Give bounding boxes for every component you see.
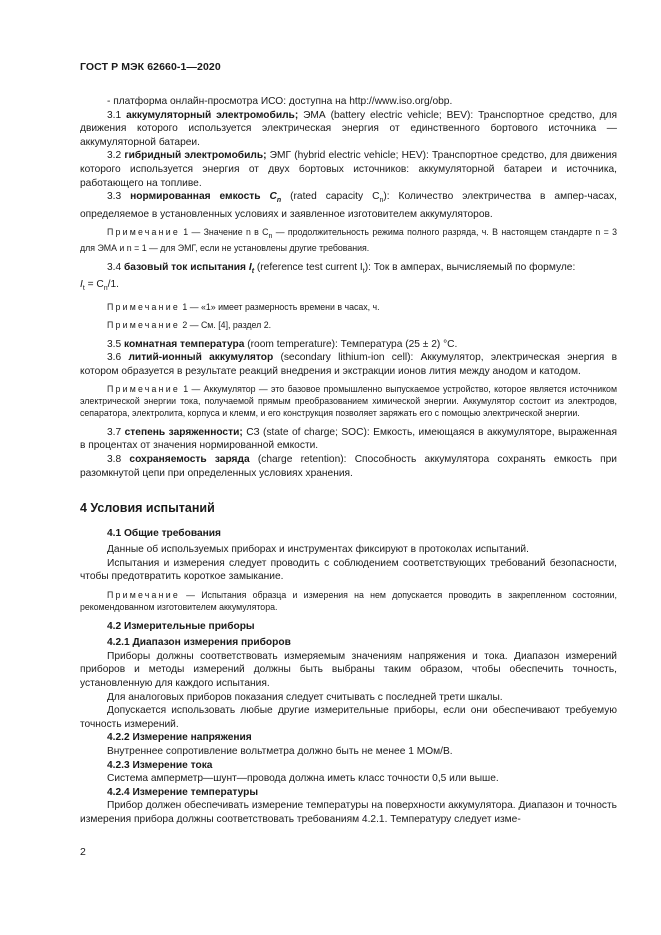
subsection-4-2-4-heading: 4.2.4 Измерение температуры [107, 786, 259, 798]
paragraph-4-1-a: Данные об используемых приборах и инструментах фиксируют в протоколах испытаний. [107, 544, 529, 556]
definition-3-2: 3.2 гибридный электромобиль; ЭМГ (hybrid electric vehicle; HEV): Транспортное средство, для движения которого используется энергия от двух бортовых источников: аккумуляторной батареи и источника, работающего на топливе. [80, 150, 617, 189]
subsection-4-2-heading: 4.2 Измерительные приборы [107, 620, 255, 632]
paragraph-4-2-1-b: Для аналоговых приборов показания следует считывать с последней трети шкалы. [107, 691, 503, 703]
page-number: 2 [80, 846, 86, 858]
paragraph-4-1-b: Испытания и измерения следует проводить с соблюдением соответствующих требований безопасности, чтобы предотвратить короткое замыкание. [80, 557, 617, 583]
note-3-3-1: Примечание 1 — Значение n в $C_n$ — продолжительность режима полного разряда, ч. В настоящем стандарте n = 3 для ЭМА и n = 1 — для ЭМГ, если не установлены другие требования. [80, 227, 617, 253]
definition-3-6: 3.6 литий-ионный аккумулятор (secondary lithium-ion cell): Аккумулятор, электрическая энергия в котором образуется в результате реакций внедрения и экстракции ионов лития между анодом и катодом. [80, 352, 617, 377]
paragraph-obp: - платформа онлайн-просмотра ИСО: доступна на http://www.iso.org/obp. [107, 96, 453, 107]
section-4-heading: 4 Условия испытаний [80, 501, 215, 516]
note-4-1: Примечание — Испытания образца и измерения на нем допускается проводить в закрепленном состоянии, рекомендованном изготовителем аккумулятора. [80, 590, 617, 612]
definition-3-5: 3.5 комнатная температура (room temperature): Температура (25 ± 2) °C. [107, 338, 458, 350]
definition-3-8: 3.8 сохраняемость заряда (charge retention): Способность аккумулятора сохранять емкость при разомкнутой цепи при определенных условиях хранения. [80, 453, 617, 479]
note-3-4-2: Примечание 2 — См. [4], раздел 2. [107, 319, 272, 330]
paragraph-4-2-2: Внутреннее сопротивление вольтметра должно быть не менее 1 МОм/В. [107, 746, 453, 758]
subsection-4-1-heading: 4.1 Общие требования [107, 527, 221, 539]
paragraph-4-2-1-a: Приборы должны соответствовать измеряемым значениям напряжения и тока. Диапазон измерений приборов и методы измерений должны быть выбраны таким образом, чтобы обеспечить точность, установленную для каждого испытания. [80, 650, 617, 690]
subsection-4-2-1-heading: 4.2.1 Диапазон измерения приборов [107, 637, 291, 649]
note-3-4-1: Примечание 1 — «1» имеет размерность времени в часах, ч. [107, 301, 380, 312]
formula-3-4: $I_t = C_n/1$. [80, 279, 119, 293]
paragraph-4-2-4: Прибор должен обеспечивать измерение температуры на поверхности аккумулятора. Диапазон и точность измерения прибора должны соответствовать требованиям 4.2.1. Температуру следует изме- [80, 800, 617, 825]
document-header: ГОСТ Р МЭК 62660-1—2020 [80, 61, 221, 73]
document-body [80, 95, 617, 827]
paragraph-4-2-3: Система амперметр—шунт—провода должна иметь класс точности 0,5 или выше. [107, 773, 499, 785]
subsection-4-2-3-heading: 4.2.3 Измерение тока [107, 759, 213, 771]
definition-3-3: 3.3 нормированная емкость $C_n$ (rated capacity $C_n$): Количество электричества в ампер-часах, определяемое в установленных условиях и заявленное изготовителем аккумуляторов. [80, 191, 617, 220]
note-3-6-1: Примечание 1 — Аккумулятор — это базовое промышленно выпускаемое устройство, которое является источником электрической энергии тока, получаемой прямым преобразованием химической энергии. Аккумулятор состоит из электродов, сепаратора, электролита, корпуса и клемм, и его конструкция позволяет заряжать его с помощью электрической энергии. [80, 384, 617, 418]
subsection-4-2-2-heading: 4.2.2 Измерение напряжения [107, 732, 252, 744]
definition-3-4: 3.4 базовый ток испытания $I_t$ (reference test current $I_t$): Ток в амперах, вычисляемый по формуле: [107, 261, 576, 275]
paragraph-4-2-1-c: Допускается использовать любые другие измерительные приборы, если они обеспечивают требуемую точность измерений. [80, 705, 617, 730]
definition-3-7: 3.7 степень заряженности; СЗ (state of charge; SOC): Емкость, имеющаяся в аккумуляторе, выраженная в процентах от значения нормированной емкости. [80, 426, 617, 452]
definition-3-1: 3.1 аккумуляторный электромобиль; ЭМА (battery electric vehicle; BEV): Транспортное средство, для движения которого используется электрическая энергия от единственного бортового источника — аккумуляторной батареи. [80, 109, 617, 148]
